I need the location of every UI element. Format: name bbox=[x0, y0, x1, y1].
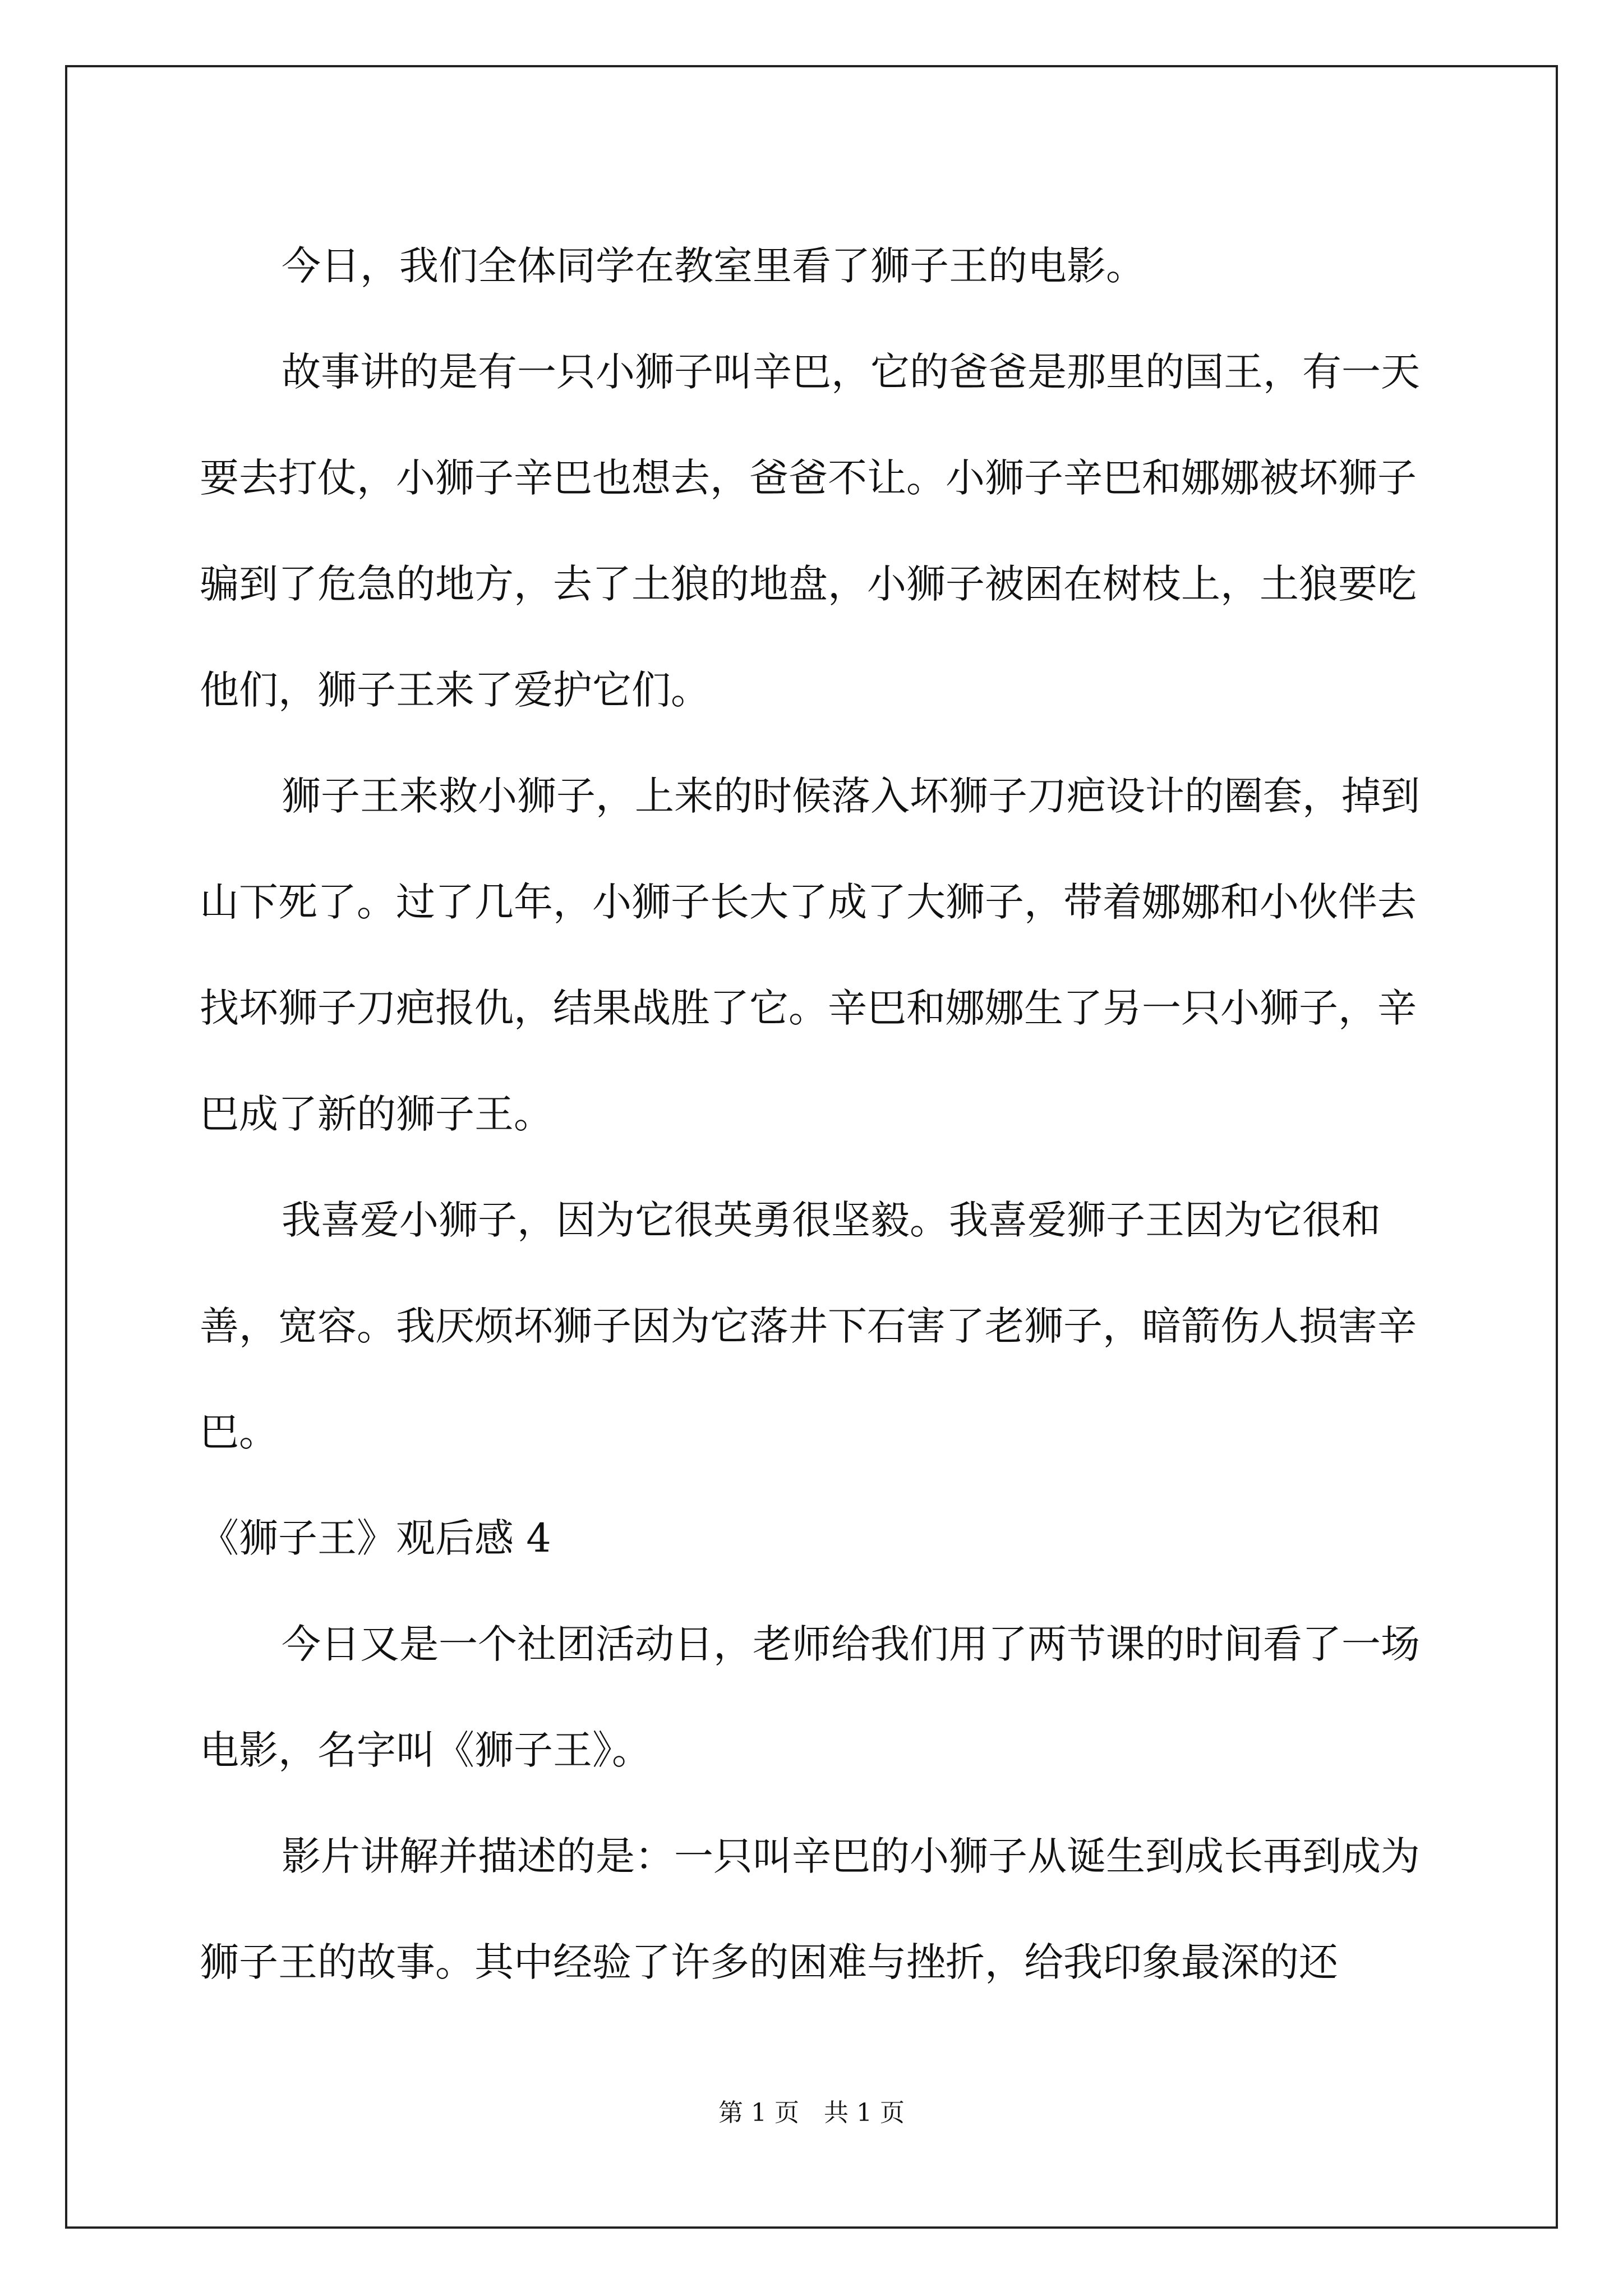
paragraph-4: 我喜爱小狮子，因为它很英勇很坚毅。我喜爱狮子王因为它很和善，宽容。我厌烦坏狮子因为它落井下石害了老狮子，暗箭伤人损害辛巴。 bbox=[200, 1197, 1417, 1455]
document-body bbox=[200, 213, 1428, 2016]
paragraph-2: 故事讲的是有一只小狮子叫辛巴，它的爸爸是那里的国王，有一天要去打仗，小狮子辛巴也想去，爸爸不让。小狮子辛巴和娜娜被坏狮子骗到了危急的地方，去了土狼的地盘，小狮子被困在树枝上，土狼要吃他们，狮子王来了爱护它们。 bbox=[200, 349, 1420, 713]
section-heading: 《狮子王》观后感 4 bbox=[200, 1515, 551, 1561]
paragraph-3: 狮子王来救小狮子，上来的时候落入坏狮子刀疤设计的圈套，掉到山下死了。过了几年，小狮子长大了成了大狮子，带着娜娜和小伙伴去找坏狮子刀疤报仇，结果战胜了它。辛巴和娜娜生了另一只小狮子，辛巴成了新的狮子王。 bbox=[200, 773, 1420, 1137]
paragraph-5: 今日又是一个社团活动日，老师给我们用了两节课的时间看了一场电影，名字叫《狮子王》。 bbox=[200, 1621, 1420, 1773]
paragraph-6: 影片讲解并描述的是：一只叫辛巴的小狮子从诞生到成长再到成为狮子王的故事。其中经验了许多的困难与挫折，给我印象最深的还 bbox=[200, 1833, 1420, 1985]
page-footer: 第 1 页 共 1 页 bbox=[718, 2099, 905, 2127]
paragraph-1: 今日，我们全体同学在教室里看了狮子王的电影。 bbox=[282, 243, 1145, 289]
